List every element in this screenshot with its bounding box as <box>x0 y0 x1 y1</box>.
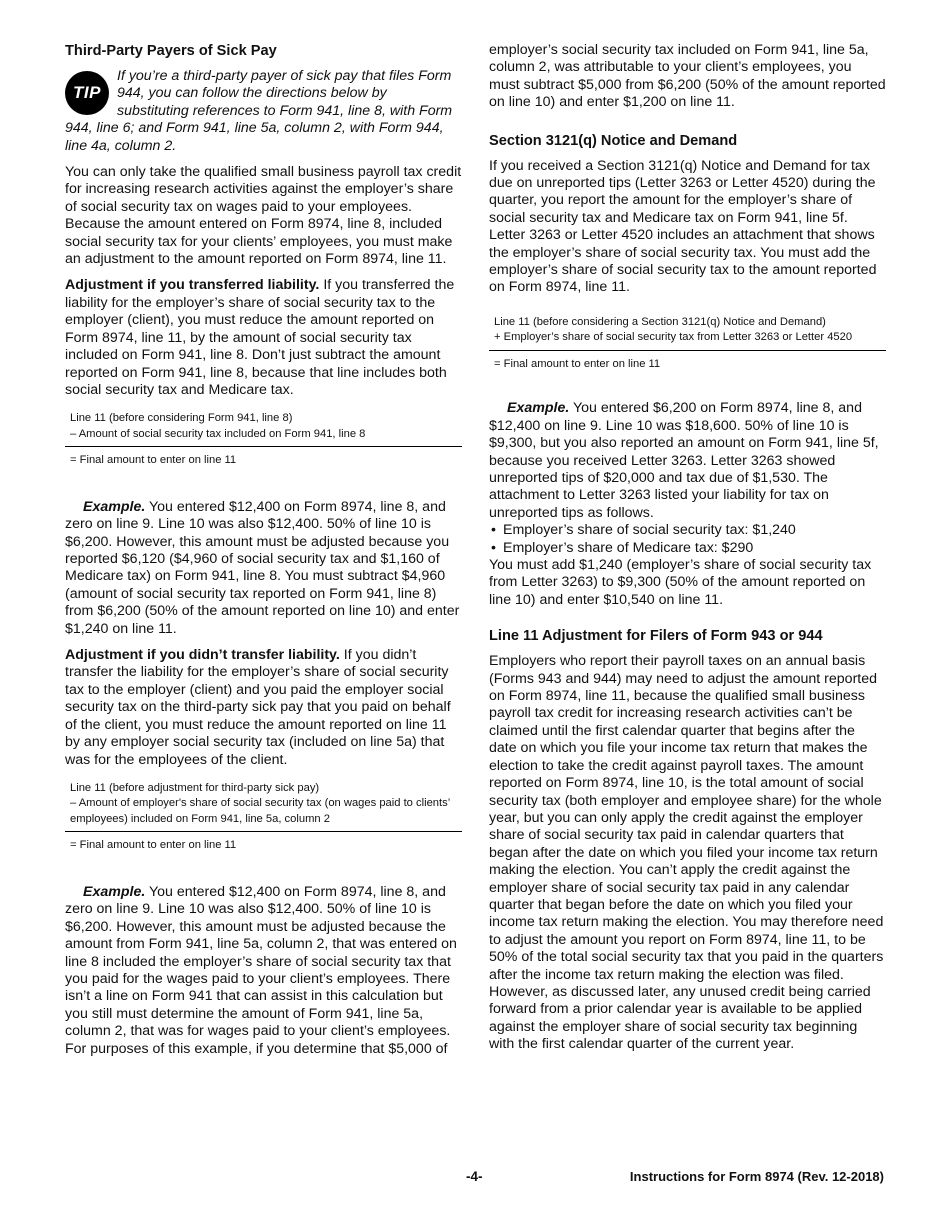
list-item: • Employer’s share of social security tax: $1,240 <box>489 522 886 539</box>
paragraph: You must add $1,240 (employer’s share of social security tax from Letter 3263) to $9,300 (50% of the amount reported on line 10) and enter $10,540 on line 11. <box>489 557 872 608</box>
example-paragraph: Example. You entered $12,400 on Form 8974, line 8, and zero on line 9. Line 10 was also $12,400. 50% of line 10 is $6,200. However, this amount must be adjusted because the amount from Form 941, line 5a, column 2, that was entered on line 8 included the employer’s share of social security tax that you paid for the wages paid to your client’s employees. There isn’t a line on Form 941 that can assist in this calculation but you still must determine the amount of Form 941, line 5a, column 2, that was for wages paid to your client’s employees. For purposes of this example, if you determine that $5,000 of <box>65 883 457 1057</box>
calc-line: Line 11 (before adjustment for third-party sick pay) <box>70 781 320 794</box>
calc-line: Line 11 (before considering a Section 3121(q) Notice and Demand) <box>494 315 826 328</box>
calc-line: – Amount of social security tax included on Form 941, line 8 <box>70 427 366 440</box>
section-heading-third-party: Third-Party Payers of Sick Pay <box>65 43 277 59</box>
paragraph: Adjustment if you transferred liability. If you transferred the liability for the employer’s share of social security tax to the employer (client), you must reduce the amount reported on Form 8974, line 11, by the amount of social security tax included on Form 941, line 8. Don’t just subtract the amount reported on Form 941, line 8, because that line includes both social security tax and Medicare tax. <box>65 277 455 398</box>
paragraph: You can only take the qualified small business payroll tax credit for increasing research activities against the employer’s share of social security tax on wages paid to your employees. Because the amount entered on Form 8974, line 8, included social security tax for your clients’ employees, you must make an adjustment to the amount reported on Form 8974, line 11. <box>65 164 462 268</box>
tip-text: If you’re a third-party payer of sick pay that files Form 944, you can follow the directions below by substituting references to Form 941, line 8, with Form 944, line 6; and Form 941, line 5a, column 2, with Form 944, line 4a, column 2. <box>65 68 453 154</box>
calc-line: – Amount of employer's share of social security tax (on wages paid to clients’ employees) included on Form 941, line 5a, column 2 <box>70 797 450 825</box>
paragraph: employer’s social security tax included on Form 941, line 5a, column 2, was attributable to your client’s employees, you must subtract $5,000 from $6,200 (50% of the amount reported on line 10) and enter $1,200 on line 11. <box>489 42 886 111</box>
calc-line: + Employer’s share of social security tax from Letter 3263 or Letter 4520 <box>494 331 853 344</box>
calculation-table <box>65 781 462 854</box>
calculation-table <box>65 411 462 469</box>
calc-line: Line 11 (before considering Form 941, line 8) <box>70 412 293 425</box>
calc-result: = Final amount to enter on line 11 <box>65 831 462 854</box>
section-heading-3121q: Section 3121(q) Notice and Demand <box>489 132 738 149</box>
calculation-table <box>489 315 886 373</box>
tip-box <box>65 68 462 155</box>
list-item: • Employer’s share of Medicare tax: $290 <box>489 540 886 557</box>
example-paragraph: Example. You entered $12,400 on Form 8974, line 8, and zero on line 9. Line 10 was also $12,400. 50% of line 10 is $6,200. However, this amount must be adjusted because you reported $6,120 ($4,960 of social security tax and $1,160 of Medicare tax) on Form 941, line 8. You must subtract $4,960 (amount of social security tax reported on Form 941, line 8) from $6,200 (50% of the amount reported on line 10) and enter $1,240 on line 11. <box>65 498 460 637</box>
example-paragraph: Example. You entered $6,200 on Form 8974, line 8, and $12,400 on line 9. Line 10 was $18,600. 50% of line 10 is $9,300, but you also reported an amount on Form 941, line 5f, because you received Letter 3263. Letter 3263 showed unreported tips of $20,000 and tax due of $1,530. The attachment to Letter 3263 listed your liability for tax on unreported tips as follows. <box>489 400 879 521</box>
paragraph: Adjustment if you didn’t transfer liability. If you didn’t transfer the liability for the employer’s share of social security tax to the employer (client) and you paid the employer social security tax on the third-party sick pay that you paid on behalf of the client, you must reduce the amount reported on line 11 by any employer social security tax (included on line 5a) that was for the employees of the client. <box>65 647 451 768</box>
paragraph: If you received a Section 3121(q) Notice and Demand for tax due on unreported tips (Letter 3263 or Letter 4520) during the quarter, you report the amount for the employer’s share of social security tax and Medicare tax on Form 941, line 5f. Letter 3263 or Letter 4520 includes an attachment that shows the employer’s share of social security tax. You must add the employer’s share of social security tax to the amount reported on Form 8974, line 11. <box>489 157 877 296</box>
section-heading-line11: Line 11 Adjustment for Filers of Form 943 or 944 <box>489 628 823 645</box>
bullet-list <box>489 522 886 557</box>
footer-title: Instructions for Form 8974 (Rev. 12-2018) <box>629 1169 884 1184</box>
calc-result: = Final amount to enter on line 11 <box>65 446 462 469</box>
example-label: Example. <box>83 883 146 900</box>
right-column <box>489 42 886 1054</box>
page-number: -4- <box>466 1169 483 1184</box>
tip-icon: TIP <box>65 71 109 115</box>
example-label: Example. <box>507 400 570 417</box>
example-label: Example. <box>83 498 146 515</box>
paragraph: Employers who report their payroll taxes on an annual basis (Forms 943 and 944) may need to adjust the amount reported on Form 8974, line 11, because the qualified small business payroll tax credit for increasing research activities can’t be claimed until the first calendar quarter that begins after the date on which you file your income tax return that makes the election to take the credit against payroll taxes. The amount reported on Form 8974, line 10, is the total amount of social security tax (both employer and employee share) for the whole year, but you can only apply the credit against the employer share of social security tax paid in calendar quarters that began after the date on which you filed your income tax return making the election. You can’t apply the credit against the employer share of social security tax paid in any calendar quarter that began before the date on which you filed your income tax return making the election. You may therefore need to adjust the amount you report on Form 8974, line 11, to be 50% of the total social security tax that you paid in the quarters after the income tax return making the election was filed. However, as discussed later, any unused credit being carried forward from a prior calendar year is available to be applied against the employer share of social security tax beginning with the first calendar quarter of the current year. <box>489 653 884 1053</box>
subheading: Adjustment if you transferred liability. <box>65 277 320 294</box>
left-column <box>65 42 462 1058</box>
calc-result: = Final amount to enter on line 11 <box>489 350 886 373</box>
subheading: Adjustment if you didn’t transfer liability. <box>65 647 340 664</box>
